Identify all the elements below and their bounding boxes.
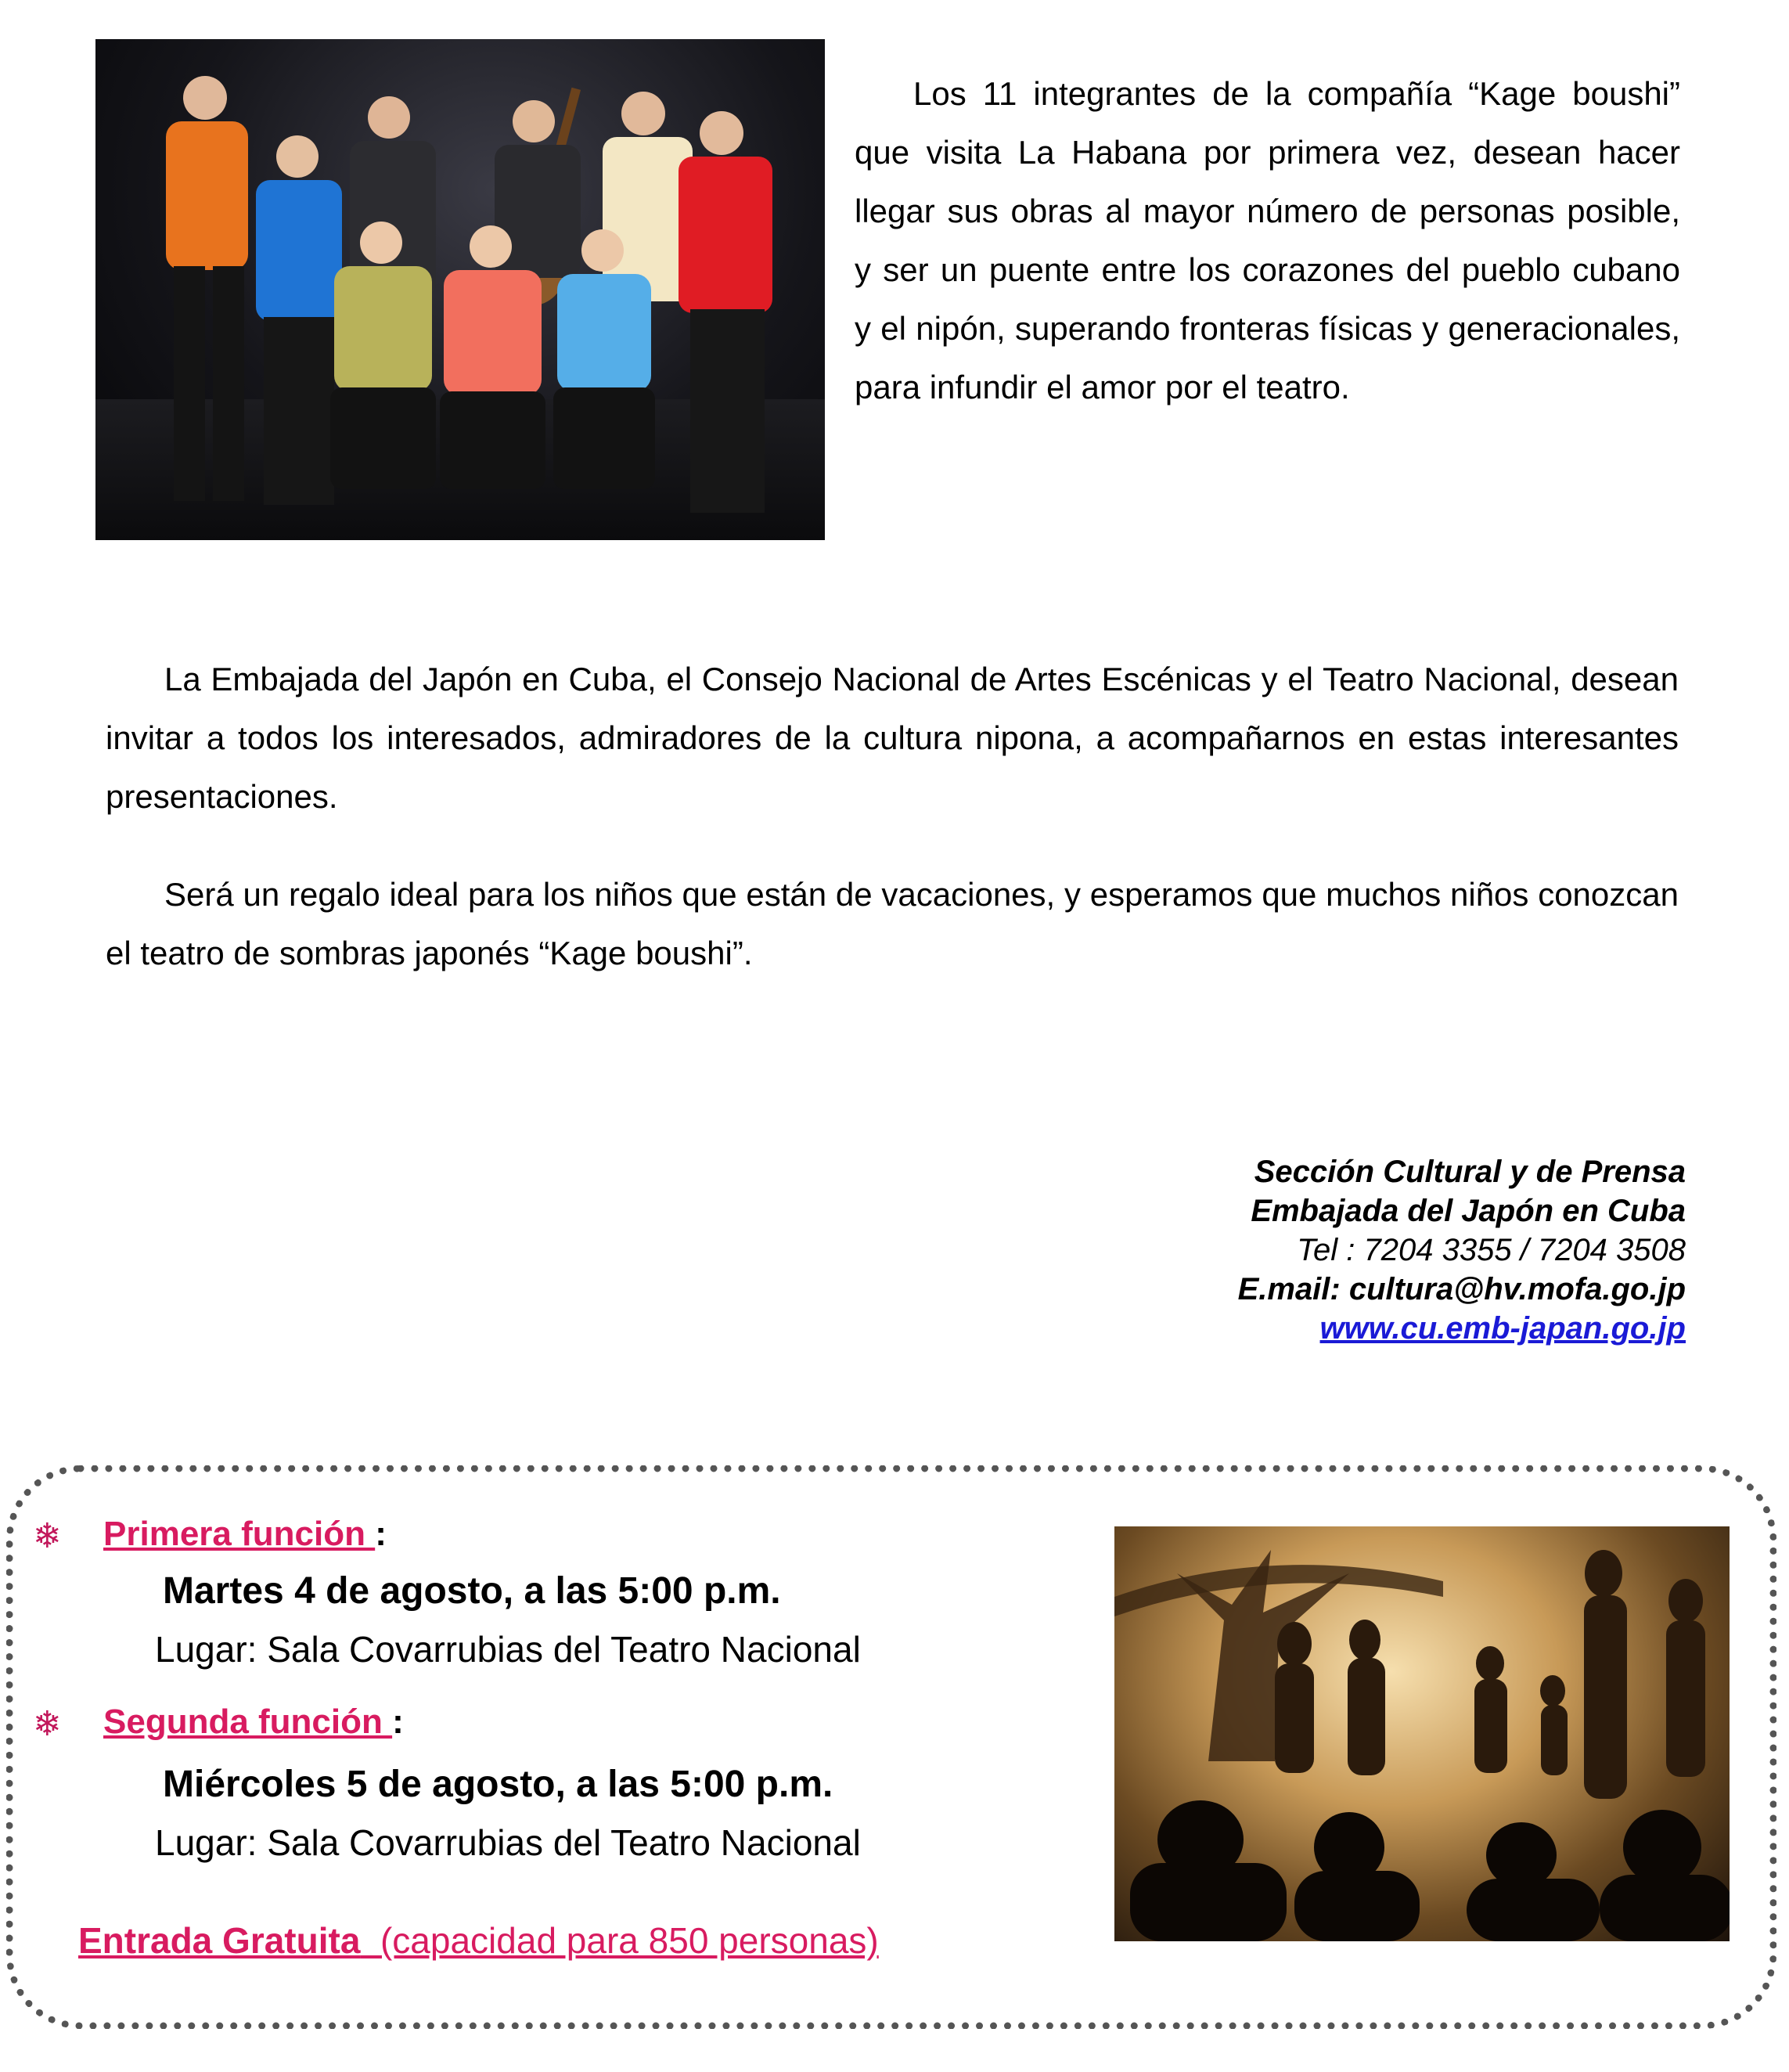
second-function-heading (103, 1703, 404, 1742)
signature-tel: Tel : 7204 3355 / 7204 3508 (1297, 1233, 1686, 1267)
first-function-title: Primera función (103, 1515, 376, 1553)
free-entry-label: Entrada Gratuita (78, 1920, 361, 1961)
second-function-colon: : (392, 1703, 404, 1741)
signature-email: E.mail: cultura@hv.mofa.go.jp (1237, 1272, 1686, 1306)
shadow-theatre-photo (1114, 1526, 1730, 1941)
first-function-colon: : (375, 1515, 387, 1553)
first-function-heading (103, 1515, 387, 1554)
signature-section: Sección Cultural y de Prensa (1254, 1155, 1686, 1189)
website-link[interactable]: www.cu.emb-japan.go.jp (1319, 1311, 1686, 1346)
snowflake-icon: ❄ (33, 1705, 62, 1743)
first-function-date: Martes 4 de agosto, a las 5:00 p.m. (163, 1570, 781, 1612)
children-paragraph: Será un regalo ideal para los niños que están de vacaciones, y esperamos que muchos niños conozcan el teatro de sombras japonés “Kage boushi”. (106, 876, 1679, 971)
second-function-title: Segunda función (103, 1703, 393, 1741)
second-function-date: Miércoles 5 de agosto, a las 5:00 p.m. (163, 1764, 833, 1805)
signature-block (1238, 1152, 1686, 1348)
invitation-paragraph: La Embajada del Japón en Cuba, el Consejo Nacional de Artes Escénicas y el Teatro Nacional, desean invitar a todos los interesados, admiradores de la cultura nipona, a acompañarnos en estas interesantes presentaciones. (106, 661, 1679, 815)
group-photo (95, 39, 825, 540)
signature-embassy: Embajada del Japón en Cuba (1251, 1194, 1686, 1228)
first-function-place: Lugar: Sala Covarrubias del Teatro Nacional (155, 1629, 861, 1670)
intro-paragraph: Los 11 integrantes de la compañía “Kage boushi” que visita La Habana por primera vez, desean hacer llegar sus obras al mayor número de personas posible, y ser un puente entre los corazones del pueblo cubano y el nipón, superando fronteras físicas y generacionales, para infundir el amor por el teatro. (855, 75, 1680, 405)
capacity-note: (capacidad para 850 personas) (380, 1920, 879, 1961)
snowflake-icon: ❄ (33, 1517, 62, 1555)
free-entry-note (78, 1919, 879, 1962)
second-function-place: Lugar: Sala Covarrubias del Teatro Nacional (155, 1822, 861, 1863)
